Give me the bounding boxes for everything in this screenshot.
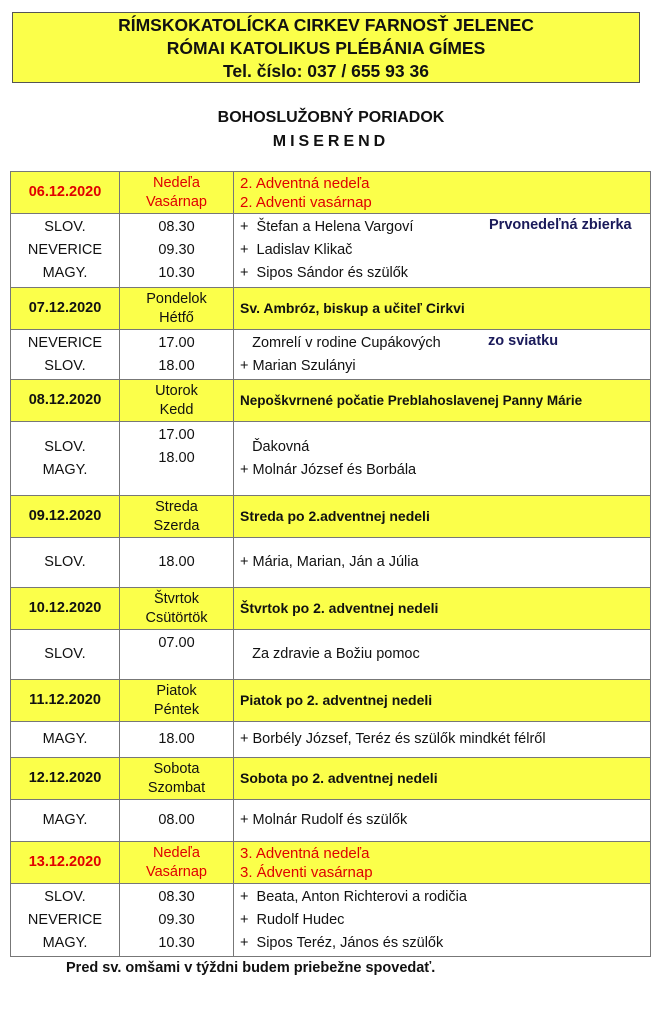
weekday-hu: Hétfő — [159, 309, 194, 326]
place-cell — [11, 538, 120, 587]
celebration-cell — [234, 288, 650, 329]
special-note: Prvonedeľná zbierka — [489, 217, 632, 233]
place: SLOV. — [44, 646, 86, 662]
place-cell — [11, 800, 120, 841]
weekday-hu: Kedd — [159, 401, 194, 418]
celebration-text: 2. Adventná nedeľa — [240, 174, 370, 192]
mass-time: 09.30 — [158, 242, 195, 258]
day-header-row — [10, 495, 651, 537]
time-cell — [120, 214, 234, 287]
date-cell — [11, 496, 120, 537]
day-header-row — [10, 287, 651, 329]
intention: Ďakovná — [240, 438, 310, 455]
place: MAGY. — [42, 812, 88, 828]
weekday-hu: Péntek — [153, 701, 200, 718]
date-cell — [11, 288, 120, 329]
date: 10.12.2020 — [28, 600, 102, 616]
weekday-cell — [120, 380, 234, 421]
mass-row — [10, 629, 651, 679]
time-cell — [120, 422, 234, 495]
header-line-1: RÍMSKOKATOLÍCKA CIRKEV FARNOSŤ JELENEC — [118, 15, 534, 35]
celebration-cell — [234, 380, 650, 421]
place: NEVERICE — [27, 334, 103, 351]
date-cell — [11, 172, 120, 213]
weekday-sk: Nedeľa — [153, 844, 200, 861]
special-note: zo sviatku — [488, 333, 559, 349]
place: SLOV. — [44, 438, 86, 455]
intention: + Štefan a Helena Vargoví — [240, 219, 414, 235]
weekday-sk: Pondelok — [146, 290, 207, 307]
mass-time: 18.00 — [158, 731, 195, 747]
intention: + Sipos Teréz, János és szülők — [240, 934, 444, 951]
celebration-text: 3. Adventná nedeľa — [240, 844, 370, 862]
place: MAGY. — [42, 265, 88, 281]
day-header-row — [10, 587, 651, 629]
intention-cell — [234, 884, 650, 956]
weekday-cell — [120, 588, 234, 629]
intention: + Molnár Rudolf és szülők — [240, 812, 408, 828]
mass-time: 17.00 — [158, 427, 195, 443]
celebration-text: Nepoškvrnené počatie Preblahoslavenej Panny Márie — [240, 393, 583, 408]
weekday-sk: Piatok — [156, 682, 197, 699]
place-cell — [11, 422, 120, 495]
celebration-cell — [234, 496, 650, 537]
intention: + Rudolf Hudec — [240, 911, 345, 928]
mass-row — [10, 213, 651, 287]
intention: + Ladislav Klikač — [240, 242, 353, 258]
celebration-cell — [234, 680, 650, 721]
celebration-cell — [234, 758, 650, 799]
header-phone: Tel. číslo: 037 / 655 93 36 — [223, 61, 429, 81]
mass-row — [10, 537, 651, 587]
date: 08.12.2020 — [28, 392, 102, 408]
intention-cell — [234, 630, 650, 679]
place-cell — [11, 330, 120, 379]
place: SLOV. — [44, 888, 86, 905]
intention: + Beata, Anton Richterovi a rodičia — [240, 888, 467, 905]
date-cell — [11, 588, 120, 629]
celebration-text: Sv. Ambróz, biskup a učiteľ Cirkvi — [240, 300, 465, 316]
intention: + Borbély József, Teréz és szülők mindkét félről — [240, 731, 546, 747]
mass-row — [10, 329, 651, 379]
schedule-table — [10, 171, 651, 957]
intention: + Molnár József és Borbála — [240, 461, 417, 478]
weekday-hu: Csütörtök — [145, 609, 208, 626]
place: MAGY. — [42, 731, 88, 747]
intention-cell — [234, 800, 650, 841]
mass-time: 10.30 — [158, 934, 195, 951]
celebration-text: 3. Ádventi vasárnap — [240, 863, 373, 881]
date-cell — [11, 758, 120, 799]
weekday-sk: Utorok — [155, 382, 198, 399]
weekday-cell — [120, 842, 234, 883]
day-header-row — [10, 171, 651, 213]
mass-row — [10, 799, 651, 841]
date-cell — [11, 380, 120, 421]
mass-time: 09.30 — [158, 911, 195, 928]
place-cell — [11, 884, 120, 956]
header-line-2: RÓMAI KATOLIKUS PLÉBÁNIA GÍMES — [166, 38, 486, 58]
celebration-cell — [234, 172, 650, 213]
intention-cell — [234, 330, 650, 379]
place-cell — [11, 214, 120, 287]
weekday-sk: Štvrtok — [153, 590, 200, 607]
date: 11.12.2020 — [29, 692, 101, 708]
intention-cell — [234, 538, 650, 587]
date: 07.12.2020 — [28, 300, 102, 316]
time-cell — [120, 722, 234, 757]
weekday-hu: Szerda — [153, 517, 200, 534]
place-cell — [11, 630, 120, 679]
time-cell — [120, 538, 234, 587]
footer-note: Pred sv. omšami v týždni budem priebežne spovedať. — [66, 960, 436, 976]
weekday-cell — [120, 496, 234, 537]
place: NEVERICE — [27, 242, 103, 258]
mass-time: 18.00 — [158, 554, 195, 570]
celebration-cell — [234, 842, 650, 883]
date: 12.12.2020 — [28, 770, 102, 786]
weekday-hu: Szombat — [147, 779, 206, 796]
weekday-cell — [120, 288, 234, 329]
celebration-cell — [234, 588, 650, 629]
mass-time: 08.30 — [158, 888, 195, 905]
mass-time: 18.00 — [158, 357, 195, 374]
intention: + Marian Szulányi — [240, 357, 356, 374]
mass-row — [10, 721, 651, 757]
weekday-hu: Vasárnap — [146, 193, 207, 210]
celebration-text: 2. Adventi vasárnap — [240, 193, 372, 211]
day-header-row — [10, 841, 651, 883]
mass-time: 10.30 — [158, 265, 195, 281]
mass-time: 17.00 — [158, 334, 195, 351]
date: 13.12.2020 — [28, 854, 102, 870]
page-title: BOHOSLUŽOBNÝ PORIADOK — [217, 109, 445, 126]
intention-cell — [234, 422, 650, 495]
date: 09.12.2020 — [28, 508, 102, 524]
place: SLOV. — [44, 554, 86, 570]
time-cell — [120, 800, 234, 841]
time-cell — [120, 330, 234, 379]
page-subtitle: MISEREND — [272, 133, 390, 150]
mass-time: 08.00 — [158, 812, 195, 828]
mass-time: 18.00 — [158, 450, 195, 466]
intention-cell — [234, 722, 650, 757]
mass-time: 07.00 — [158, 635, 195, 651]
weekday-sk: Nedeľa — [153, 174, 200, 191]
date-cell — [11, 680, 120, 721]
day-header-row — [10, 679, 651, 721]
celebration-text: Piatok po 2. adventnej nedeli — [240, 692, 433, 708]
date-cell — [11, 842, 120, 883]
place: SLOV. — [44, 357, 86, 374]
time-cell — [120, 884, 234, 956]
parish-header — [12, 12, 640, 83]
celebration-text: Streda po 2.adventnej nedeli — [240, 508, 430, 524]
mass-row — [10, 421, 651, 495]
weekday-cell — [120, 758, 234, 799]
intention: Zomrelí v rodine Cupákových — [240, 334, 441, 351]
day-header-row — [10, 757, 651, 799]
celebration-text: Štvrtok po 2. adventnej nedeli — [240, 600, 439, 616]
weekday-hu: Vasárnap — [146, 863, 207, 880]
weekday-sk: Sobota — [153, 760, 200, 777]
place: MAGY. — [42, 934, 88, 951]
intention: Za zdravie a Božiu pomoc — [240, 646, 420, 662]
place: SLOV. — [44, 219, 86, 235]
intention: + Sipos Sándor és szülők — [240, 265, 409, 281]
weekday-sk: Streda — [155, 498, 198, 515]
date: 06.12.2020 — [28, 184, 102, 200]
place: MAGY. — [42, 461, 88, 478]
place: NEVERICE — [27, 911, 103, 928]
time-cell — [120, 630, 234, 679]
celebration-text: Sobota po 2. adventnej nedeli — [240, 770, 438, 786]
day-header-row — [10, 379, 651, 421]
weekday-cell — [120, 680, 234, 721]
place-cell — [11, 722, 120, 757]
mass-row — [10, 883, 651, 957]
intention: + Mária, Marian, Ján a Júlia — [240, 554, 419, 570]
mass-time: 08.30 — [158, 219, 195, 235]
weekday-cell — [120, 172, 234, 213]
